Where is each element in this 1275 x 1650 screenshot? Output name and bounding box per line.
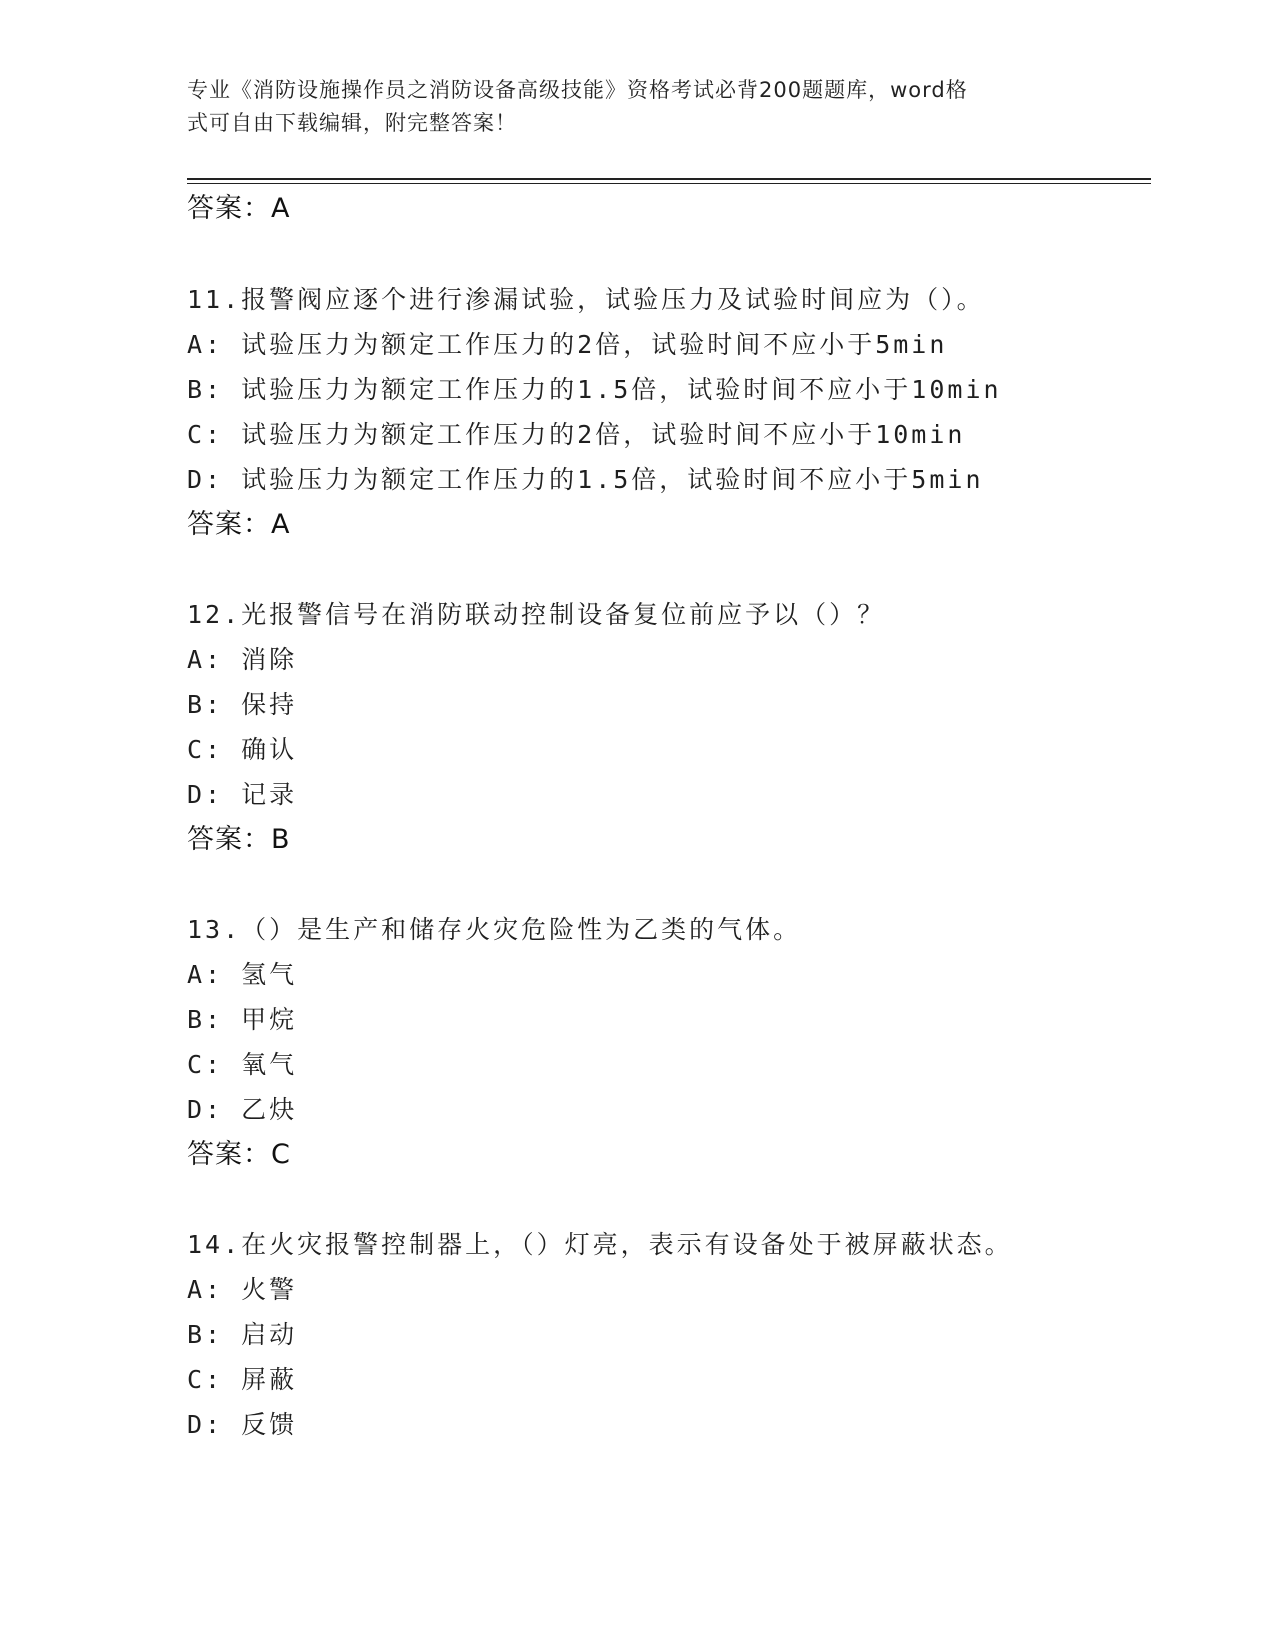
option-d: D: 乙炔	[187, 1095, 298, 1124]
question-stem: 12.光报警信号在消防联动控制设备复位前应予以（）？	[187, 600, 886, 629]
answer-line	[187, 1140, 291, 1170]
option-a: A: 氢气	[187, 960, 298, 989]
answer-value: A	[271, 193, 291, 224]
option-a: A: 消除	[187, 645, 298, 674]
option-b: B: 保持	[187, 690, 298, 719]
option-b: B: 试验压力为额定工作压力的1.5倍，试验时间不应小于10min	[187, 375, 1002, 404]
option-c: C: 试验压力为额定工作压力的2倍，试验时间不应小于10min	[187, 420, 966, 449]
option-d: D: 记录	[187, 780, 298, 809]
option-a: A: 火警	[187, 1275, 298, 1304]
answer-label: 答案：	[187, 193, 271, 224]
answer-line	[187, 825, 291, 855]
answer-value: C	[271, 1139, 291, 1170]
question-stem: 11.报警阀应逐个进行渗漏试验，试验压力及试验时间应为（）。	[187, 285, 985, 314]
option-a: A: 试验压力为额定工作压力的2倍，试验时间不应小于5min	[187, 330, 948, 359]
question-stem: 14.在火灾报警控制器上，（）灯亮，表示有设备处于被屏蔽状态。	[187, 1230, 1013, 1259]
header-line-2: 式可自由下载编辑，附完整答案！	[187, 111, 517, 135]
header-divider	[187, 178, 1151, 180]
option-d: D: 试验压力为额定工作压力的1.5倍，试验时间不应小于5min	[187, 465, 984, 494]
answer-label: 答案：	[187, 509, 271, 540]
option-c: C: 确认	[187, 735, 298, 764]
option-b: B: 甲烷	[187, 1005, 298, 1034]
document-header	[187, 74, 1067, 140]
answer-label: 答案：	[187, 1139, 271, 1170]
option-c: C: 氧气	[187, 1050, 298, 1079]
header-divider-thin	[187, 183, 1151, 184]
header-line-1: 专业《消防设施操作员之消防设备高级技能》资格考试必背200题题库，word格	[187, 78, 968, 102]
answer-value: A	[271, 509, 291, 540]
option-c: C: 屏蔽	[187, 1365, 298, 1394]
answer-label: 答案：	[187, 824, 271, 855]
answer-value: B	[271, 824, 291, 855]
option-d: D: 反馈	[187, 1410, 298, 1439]
option-b: B: 启动	[187, 1320, 298, 1349]
answer-line	[187, 194, 290, 224]
answer-line	[187, 510, 290, 540]
question-stem: 13.（）是生产和储存火灾危险性为乙类的气体。	[187, 915, 802, 944]
